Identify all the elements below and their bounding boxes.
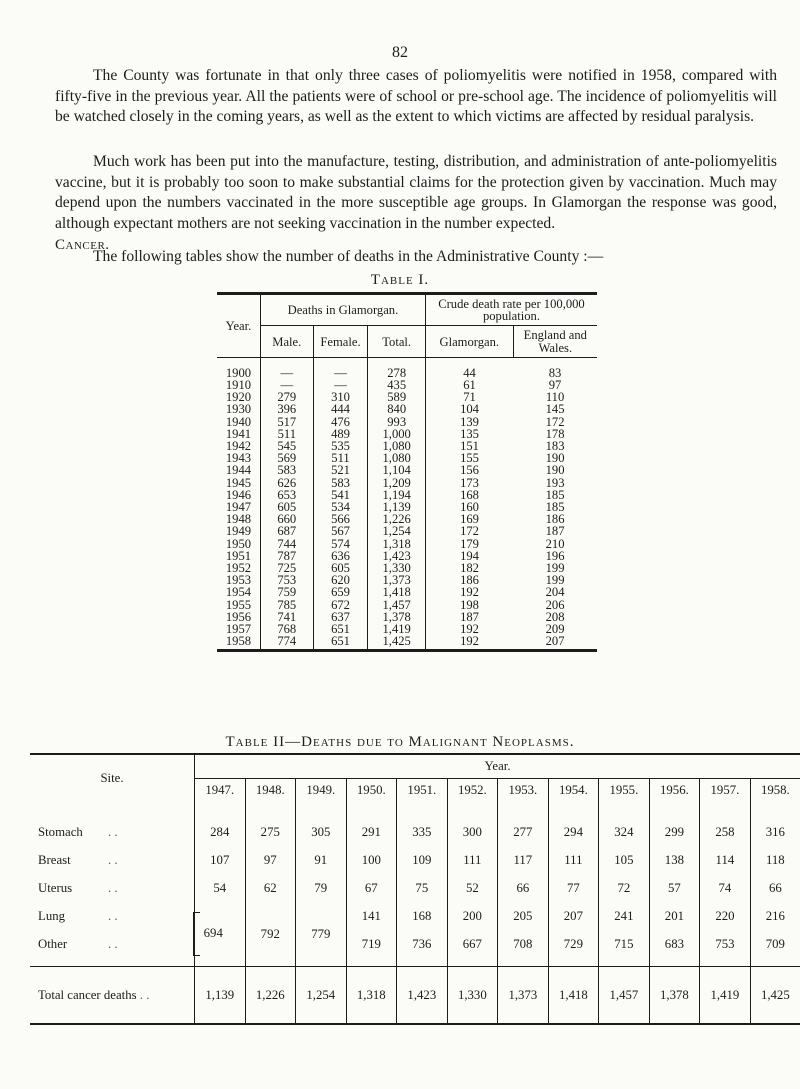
table1-cell: 566: [313, 513, 368, 525]
table1-subheader: Total.: [368, 326, 426, 357]
table1-subheader: Female.: [313, 326, 368, 357]
table1-cell: 97: [548, 378, 562, 393]
table2-cell: 299: [649, 802, 700, 846]
table1-cell: 583: [313, 477, 368, 489]
table2-cell: 779: [311, 926, 331, 941]
table1-cell: 1,080: [368, 440, 426, 452]
table2-cell: 709: [765, 936, 785, 951]
table1-cell: 1920: [217, 391, 260, 403]
table1-cell: 44: [463, 365, 476, 380]
table2-cell: 97: [245, 846, 296, 874]
table1-row: [217, 379, 597, 391]
table1-cell: 511: [313, 452, 368, 464]
table2-cell: 79: [296, 874, 347, 902]
table2-total-cell: 1,425: [750, 967, 800, 1025]
table1-cell: 1,209: [368, 477, 426, 489]
table1-cell: 589: [368, 391, 426, 403]
table1-deaths-header: Deaths in Glamorgan.: [260, 294, 425, 326]
table1-cell: 725: [260, 562, 313, 574]
table1-row: [217, 464, 597, 476]
table2-year-header: 1947.: [195, 779, 246, 803]
table1-cell: 1944: [217, 464, 260, 476]
table2-total-cell: 1,418: [548, 967, 599, 1025]
table1-cell: 396: [260, 403, 313, 415]
table1-row: [217, 403, 597, 415]
table1-caption: Table I.: [370, 272, 430, 288]
table2-total-label: Total cancer deaths: [38, 987, 137, 1002]
table1-cell: 651: [313, 635, 368, 651]
table1-body: [217, 357, 597, 651]
leader-dots: . .: [108, 824, 118, 839]
table2-cell: 118: [765, 852, 785, 867]
table2-cell: 207: [548, 902, 599, 930]
table2-cell: 667: [447, 930, 498, 967]
table1-cell: 172: [460, 524, 479, 539]
table1-cell: 521: [313, 464, 368, 476]
table2-cell: 294: [548, 802, 599, 846]
table1-cell: 1,318: [368, 538, 426, 550]
table1-cell: 620: [313, 574, 368, 586]
table1-cell: 774: [260, 635, 313, 651]
table1-cell: 1953: [217, 574, 260, 586]
table1-cell: 151: [460, 439, 479, 454]
table2-cell: 305: [296, 802, 347, 846]
table2-total-label-cell: [30, 967, 195, 1025]
table2-cell: 66: [768, 880, 782, 895]
table2-cell: 316: [765, 824, 785, 839]
table1-cell: 1,457: [368, 599, 426, 611]
table2-site-label: [30, 930, 195, 967]
paragraph-vaccine: Much work has been put into the manufacture, testing, distribution, and administration of ante-poliomyelitis vaccine, but it is probably too soon to make substantial claims for the protection given by vaccination. Much may depend upon the numbers vaccinated in the more susceptible age groups. In Glamorgan the response was good, although expectant mothers are not seeking vaccination in the number expected.: [55, 153, 777, 232]
table1-cell: 1,419: [368, 623, 426, 635]
table1-cell: 207: [545, 634, 565, 649]
table1-cell: 185: [545, 500, 565, 515]
table1-cell: 192: [460, 585, 479, 600]
table2-cell: 241: [599, 902, 650, 930]
table1-cell: 186: [460, 573, 479, 588]
table2-cell: 335: [397, 802, 448, 846]
table1-deaths: [217, 292, 597, 652]
paragraph-poliomyelitis-cases: The County was fortunate in that only three cases of poliomyelitis were notified in 1958, compared with fifty-five in the previous year. All the patients were of school or pre-school age. The incidence of poliomyelitis will be watched closely in the coming years, as well as the extent to which victims are affected by residual paralysis.: [55, 67, 777, 125]
table1-cell: 1954: [217, 586, 260, 598]
table1-cell: 768: [260, 623, 313, 635]
table2-cell: 708: [498, 930, 549, 967]
table1-cell: 71: [463, 390, 476, 405]
table1-cell: 187: [545, 524, 565, 539]
table1-cell: 605: [260, 501, 313, 513]
table2-cell: 62: [245, 874, 296, 902]
table1-cell: 1,378: [368, 611, 426, 623]
table1-cell: 185: [545, 487, 565, 502]
table1-cell: 574: [313, 538, 368, 550]
table2-year-header: 1956.: [649, 779, 700, 803]
table1-cell: 1940: [217, 416, 260, 428]
table1-cell: 444: [313, 403, 368, 415]
table2-year-header: 1948.: [245, 779, 296, 803]
table2-total-cell: 1,254: [296, 967, 347, 1025]
table1-cell: 198: [460, 597, 479, 612]
table2-cell: 77: [548, 874, 599, 902]
table2-total-cell: 1,330: [447, 967, 498, 1025]
table1-cell: 651: [313, 623, 368, 635]
table2-cell: 168: [397, 902, 448, 930]
table2-cell: 792: [260, 926, 280, 941]
table1-cell: 187: [460, 609, 479, 624]
table1-cell: 636: [313, 550, 368, 562]
table1-cell: 1948: [217, 513, 260, 525]
table2-cell: 117: [498, 846, 549, 874]
table2-cell: 74: [700, 874, 751, 902]
table1-cell: 569: [260, 452, 313, 464]
table1-cell: 1,080: [368, 452, 426, 464]
table2-site-name: Uterus: [38, 880, 73, 895]
table2-cell: 300: [447, 802, 498, 846]
table2-cell: 216: [765, 908, 785, 923]
table2-year-header: 1950.: [346, 779, 397, 803]
table2-malignant-neoplasms: [30, 753, 800, 1025]
table1-row: [217, 477, 597, 489]
table2-cell: 57: [649, 874, 700, 902]
table1-cell: 1945: [217, 477, 260, 489]
table1-cell: 1956: [217, 611, 260, 623]
table2-total-cell: 1,139: [195, 967, 246, 1025]
table1-cell: 172: [545, 414, 565, 429]
table1-cell: 1,226: [368, 513, 426, 525]
table1-cell: 1946: [217, 489, 260, 501]
table1-cell: 583: [260, 464, 313, 476]
table1-cell: 840: [368, 403, 426, 415]
table2-row: [30, 902, 800, 930]
table1-cell: 183: [545, 439, 565, 454]
table2-cell: 138: [649, 846, 700, 874]
table1-cell: 199: [545, 573, 565, 588]
table1-row: [217, 416, 597, 428]
table1-cell: 1950: [217, 538, 260, 550]
table1-cell: —: [260, 379, 313, 391]
table2-cell: 111: [447, 846, 498, 874]
table1-cell: 1943: [217, 452, 260, 464]
table1-cell: 279: [260, 391, 313, 403]
table2-cell: 258: [700, 802, 751, 846]
table2-year-header: 1953.: [498, 779, 549, 803]
table2-year-header: 1949.: [296, 779, 347, 803]
table1-cell: 511: [260, 428, 313, 440]
table1-cell: 1,104: [368, 464, 426, 476]
table2-row: [30, 930, 800, 967]
table1-cell: 672: [313, 599, 368, 611]
table1-cell: 1,000: [368, 428, 426, 440]
table2-cell: 277: [498, 802, 549, 846]
table2-cell: 719: [346, 930, 397, 967]
leader-dots: . .: [108, 852, 118, 867]
table1-cell: 1957: [217, 623, 260, 635]
table2-site-header: Site.: [30, 754, 195, 802]
table1-cell: 190: [545, 451, 565, 466]
table1-cell: 110: [545, 390, 565, 405]
table1-cell: 199: [545, 561, 565, 576]
table1-cell: 1952: [217, 562, 260, 574]
table1-cell: 993: [368, 416, 426, 428]
table1-cell: 660: [260, 513, 313, 525]
table1-cell: 1955: [217, 599, 260, 611]
table1-subheader: Glamorgan.: [425, 326, 513, 357]
leader-dots: . .: [108, 936, 118, 951]
table1-row: [217, 357, 597, 379]
table2-year-header: 1951.: [397, 779, 448, 803]
table2-row: [30, 874, 800, 902]
table1-cell: 1930: [217, 403, 260, 415]
table2-combined-lung-other-cell: [245, 902, 296, 967]
table2-site-name: Breast: [38, 852, 71, 867]
table1-cell: 1910: [217, 379, 260, 391]
table2-cell: 683: [649, 930, 700, 967]
table2-cell: 736: [397, 930, 448, 967]
table1-rate-header: Crude death rate per 100,000 population.: [438, 297, 585, 324]
leader-dots: . .: [108, 908, 118, 923]
table1-row: [217, 525, 597, 537]
table1-cell: —: [260, 357, 313, 379]
table2-cell: 141: [346, 902, 397, 930]
table1-cell: 135: [460, 426, 479, 441]
table1-cell: 160: [460, 500, 479, 515]
page-number: 82: [392, 44, 408, 61]
table1-cell: 278: [368, 357, 426, 379]
table1-cell: 476: [313, 416, 368, 428]
table1-row: [217, 391, 597, 403]
table1-cell: 787: [260, 550, 313, 562]
table2-cell: 105: [599, 846, 650, 874]
table2-cell: 200: [447, 902, 498, 930]
table1-cell: 204: [545, 585, 565, 600]
table1-cell: 1,425: [368, 635, 426, 651]
table2-year-header: 1957.: [700, 779, 751, 803]
table2-site-name: Other: [38, 936, 68, 951]
table1-cell: 545: [260, 440, 313, 452]
table1-cell: 759: [260, 586, 313, 598]
table2-site-label: [30, 846, 195, 874]
table1-cell: 1942: [217, 440, 260, 452]
table1-subheader: Male.: [260, 326, 313, 357]
table1-cell: 168: [460, 487, 479, 502]
table1-cell: 1951: [217, 550, 260, 562]
table1-cell: 104: [460, 402, 479, 417]
table1-cell: 61: [463, 378, 476, 393]
table2-total-cell: 1,378: [649, 967, 700, 1025]
table1-subheader: England and Wales.: [513, 326, 597, 357]
table1-cell: 192: [460, 622, 479, 637]
table2-site-label: [30, 802, 195, 846]
table2-combined-lung-other-cell: [296, 902, 347, 967]
table2-cell: 694: [203, 925, 223, 940]
table2-cell: 729: [548, 930, 599, 967]
table1-cell: 605: [313, 562, 368, 574]
table1-cell: 206: [545, 597, 565, 612]
table2-row: [30, 846, 800, 874]
table1-cell: 169: [460, 512, 479, 527]
table1-cell: 192: [460, 634, 479, 649]
table1-cell: 1,330: [368, 562, 426, 574]
table1-cell: 653: [260, 489, 313, 501]
table1-cell: 209: [545, 622, 565, 637]
brace-icon: [193, 912, 200, 956]
table2-cell: 275: [245, 802, 296, 846]
table1-cell: 1,254: [368, 525, 426, 537]
table1-cell: 194: [460, 548, 479, 563]
table1-cell: 178: [545, 426, 565, 441]
table2-body: [30, 802, 800, 1024]
table2-cell: 111: [548, 846, 599, 874]
table1-cell: 210: [545, 536, 565, 551]
table2-site-label: [30, 902, 195, 930]
table1-cell: 155: [460, 451, 479, 466]
table2-total-cell: 1,419: [700, 967, 751, 1025]
paragraph-cancer-intro: The following tables show the number of deaths in the Administrative County :—: [93, 248, 604, 265]
table1-cell: 83: [548, 365, 562, 380]
table1-cell: 208: [545, 609, 565, 624]
table2-cell: 52: [447, 874, 498, 902]
table2-cell: 75: [397, 874, 448, 902]
table1-cell: 1949: [217, 525, 260, 537]
table1-cell: 1,373: [368, 574, 426, 586]
table2-cell: 284: [195, 802, 246, 846]
table2-site-name: Lung: [38, 908, 66, 923]
table1-cell: 186: [545, 512, 565, 527]
table1-cell: 190: [545, 463, 565, 478]
table1-cell: —: [313, 357, 368, 379]
table1-cell: 744: [260, 538, 313, 550]
section-heading-cancer: Cancer.: [55, 237, 110, 253]
table1-cell: —: [313, 379, 368, 391]
table1-year-header: Year.: [217, 294, 260, 358]
table2-total-cell: 1,373: [498, 967, 549, 1025]
table2-total-cell: 1,423: [397, 967, 448, 1025]
table1-cell: 145: [545, 402, 565, 417]
table1-cell: 1,194: [368, 489, 426, 501]
table2-combined-lung-other-cell: [195, 902, 246, 967]
table2-year-header: 1958.: [760, 783, 790, 797]
table2-cell: 72: [599, 874, 650, 902]
table1-cell: 1,423: [368, 550, 426, 562]
table1-cell: 1941: [217, 428, 260, 440]
table2-cell: 205: [498, 902, 549, 930]
table1-cell: 1,418: [368, 586, 426, 598]
table2-site-label: [30, 874, 195, 902]
table1-cell: 1947: [217, 501, 260, 513]
table1-row: [217, 635, 597, 651]
table2-cell: 324: [599, 802, 650, 846]
table2-cell: 109: [397, 846, 448, 874]
table2-row: [30, 802, 800, 846]
table2-year-header: 1955.: [599, 779, 650, 803]
table1-cell: 1900: [217, 357, 260, 379]
table2-total-cell: 1,457: [599, 967, 650, 1025]
table2-cell: 715: [599, 930, 650, 967]
table1-cell: 179: [460, 536, 479, 551]
table1-cell: 1958: [217, 635, 260, 651]
table2-year-group-header: Year.: [195, 754, 800, 779]
table1-cell: 626: [260, 477, 313, 489]
leader-dots: . .: [139, 987, 150, 1002]
table1-cell: 196: [545, 548, 565, 563]
table1-cell: 517: [260, 416, 313, 428]
table2-total-cell: 1,226: [245, 967, 296, 1025]
table2-cell: 201: [649, 902, 700, 930]
table2-cell: 114: [700, 846, 751, 874]
table2-site-name: Stomach: [38, 824, 83, 839]
table1-cell: 535: [313, 440, 368, 452]
table1-cell: 310: [313, 391, 368, 403]
table1-row: [217, 586, 597, 598]
table1-cell: 193: [545, 475, 565, 490]
table1-cell: 435: [368, 379, 426, 391]
table1-cell: 173: [460, 475, 479, 490]
table1-cell: 534: [313, 501, 368, 513]
table1-cell: 687: [260, 525, 313, 537]
table1-cell: 156: [460, 463, 479, 478]
table2-cell: 66: [498, 874, 549, 902]
table2-caption: Table II—Deaths due to Malignant Neoplasms.: [225, 734, 575, 750]
table1-cell: 567: [313, 525, 368, 537]
table2-total-row: [30, 967, 800, 1025]
table1-cell: 637: [313, 611, 368, 623]
table2-total-cell: 1,318: [346, 967, 397, 1025]
table1-cell: 139: [460, 414, 479, 429]
table1-cell: 659: [313, 586, 368, 598]
table1-cell: 1,139: [368, 501, 426, 513]
table2-year-header: 1952.: [447, 779, 498, 803]
table2-cell: 220: [700, 902, 751, 930]
table2-cell: 753: [700, 930, 751, 967]
table2-cell: 291: [346, 802, 397, 846]
table1-cell: 489: [313, 428, 368, 440]
table2-cell: 91: [296, 846, 347, 874]
table2-cell: 54: [195, 874, 246, 902]
leader-dots: . .: [108, 880, 118, 895]
table2-cell: 67: [346, 874, 397, 902]
table1-cell: 785: [260, 599, 313, 611]
table2-cell: 107: [195, 846, 246, 874]
table2-year-header: 1954.: [548, 779, 599, 803]
table1-cell: 541: [313, 489, 368, 501]
table1-cell: 182: [460, 561, 479, 576]
table1-cell: 741: [260, 611, 313, 623]
table2-cell: 100: [346, 846, 397, 874]
table1-cell: 753: [260, 574, 313, 586]
